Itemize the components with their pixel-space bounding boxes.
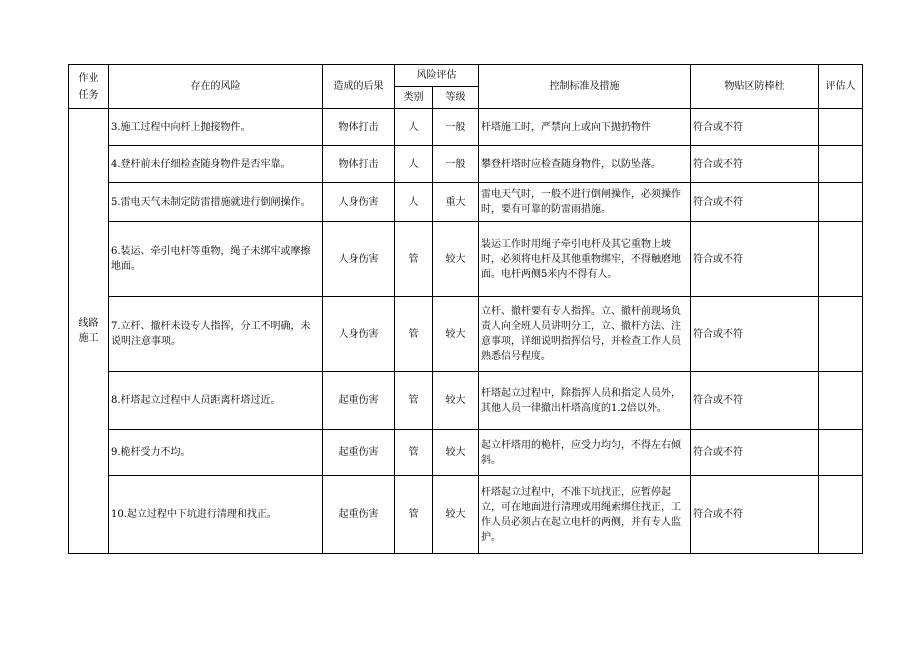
category-cell: 人 [395, 146, 433, 183]
assessor-cell [819, 476, 863, 554]
measure-cell: 起立杆塔用的桅杆，应受力均匀，不得左右倾斜。 [479, 430, 691, 476]
compliance-cell: 符合或不符 [691, 146, 819, 183]
header-extra: 物贴区防棒杜 [691, 65, 819, 109]
table-row [69, 222, 863, 297]
risk-cell: 8.杆塔起立过程中人员距离杆塔过近。 [109, 372, 323, 430]
risk-cell: 10.起立过程中下坑进行清理和找正。 [109, 476, 323, 554]
consequence-cell: 物体打击 [323, 109, 395, 146]
header-risk: 存在的风险 [109, 65, 323, 109]
consequence-cell: 人身伤害 [323, 183, 395, 222]
assessor-cell [819, 183, 863, 222]
risk-cell: 5.雷电天气未制定防雷措施就进行倒闸操作。 [109, 183, 323, 222]
table-row [69, 476, 863, 554]
level-cell: 较大 [433, 476, 479, 554]
assessor-cell [819, 430, 863, 476]
category-cell: 管 [395, 372, 433, 430]
compliance-cell: 符合或不符 [691, 430, 819, 476]
measure-cell: 雷电天气时，一般不进行倒闸操作，必须操作时，要有可靠的防雷雨措施。 [479, 183, 691, 222]
compliance-cell: 符合或不符 [691, 183, 819, 222]
compliance-cell: 符合或不符 [691, 297, 819, 372]
measure-cell: 立杆、撤杆要有专人指挥。立、撤杆前现场负责人向全班人员讲明分工，立、撤杆方法、注意事项，详细说明指挥信号，并检查工作人员熟悉信号程度。 [479, 297, 691, 372]
header-measures: 控制标准及措施 [479, 65, 691, 109]
header-task: 作业 任务 [69, 65, 109, 109]
category-cell: 管 [395, 430, 433, 476]
consequence-cell: 起重伤害 [323, 430, 395, 476]
measure-cell: 装运工作时用绳子牵引电杆及其它重物上坡时，必须将电杆及其他重物绑牢，不得触磨地面。电杆两侧5米内不得有人。 [479, 222, 691, 297]
category-cell: 人 [395, 183, 433, 222]
category-cell: 管 [395, 476, 433, 554]
assessor-cell [819, 109, 863, 146]
table-row [69, 430, 863, 476]
category-cell: 管 [395, 222, 433, 297]
compliance-cell: 符合或不符 [691, 372, 819, 430]
header-category: 类别 [395, 87, 433, 109]
risk-cell: 9.桅杆受力不均。 [109, 430, 323, 476]
level-cell: 较大 [433, 372, 479, 430]
header-assessor: 评估人 [819, 65, 863, 109]
table-row [69, 183, 863, 222]
compliance-cell: 符合或不符 [691, 222, 819, 297]
measure-cell: 杆塔施工时，严禁向上或向下抛扔物件 [479, 109, 691, 146]
measure-cell: 攀登杆塔时应检查随身物件，以防坠落。 [479, 146, 691, 183]
consequence-cell: 人身伤害 [323, 297, 395, 372]
consequence-cell: 物体打击 [323, 146, 395, 183]
table-row [69, 297, 863, 372]
consequence-cell: 起重伤害 [323, 476, 395, 554]
risk-cell: 4.登杆前未仔细检查随身物件是否牢靠。 [109, 146, 323, 183]
table-row [69, 109, 863, 146]
header-consequence: 造成的后果 [323, 65, 395, 109]
table-row [69, 372, 863, 430]
consequence-cell: 人身伤害 [323, 222, 395, 297]
task-name: 线路 施工 [69, 109, 109, 554]
compliance-cell: 符合或不符 [691, 109, 819, 146]
risk-assessment-table [68, 64, 863, 554]
assessor-cell [819, 222, 863, 297]
risk-cell: 7.立杆、撤杆未设专人指挥，分工不明确，未说明注意事项。 [109, 297, 323, 372]
consequence-cell: 起重伤害 [323, 372, 395, 430]
assessor-cell [819, 146, 863, 183]
assessor-cell [819, 372, 863, 430]
assessor-cell [819, 297, 863, 372]
level-cell: 重大 [433, 183, 479, 222]
table-row [69, 146, 863, 183]
risk-cell: 6.装运、牵引电杆等重物，绳子未绑牢或摩擦地面。 [109, 222, 323, 297]
level-cell: 较大 [433, 430, 479, 476]
category-cell: 人 [395, 109, 433, 146]
category-cell: 管 [395, 297, 433, 372]
level-cell: 一般 [433, 109, 479, 146]
header-level: 等级 [433, 87, 479, 109]
level-cell: 一般 [433, 146, 479, 183]
compliance-cell: 符合或不符 [691, 476, 819, 554]
measure-cell: 杆塔起立过程中，不准下坑找正，应暂停起立，可在地面进行清理或用绳索绑住找正，工作人员必须占在起立电杆的两侧，并有专人监护。 [479, 476, 691, 554]
measure-cell: 杆塔起立过程中，除指挥人员和指定人员外，其他人员一律撤出杆塔高度的1.2倍以外。 [479, 372, 691, 430]
risk-cell: 3.施工过程中向杆上抛接物件。 [109, 109, 323, 146]
level-cell: 较大 [433, 297, 479, 372]
header-assessment: 风险评估 [395, 65, 479, 87]
level-cell: 较大 [433, 222, 479, 297]
